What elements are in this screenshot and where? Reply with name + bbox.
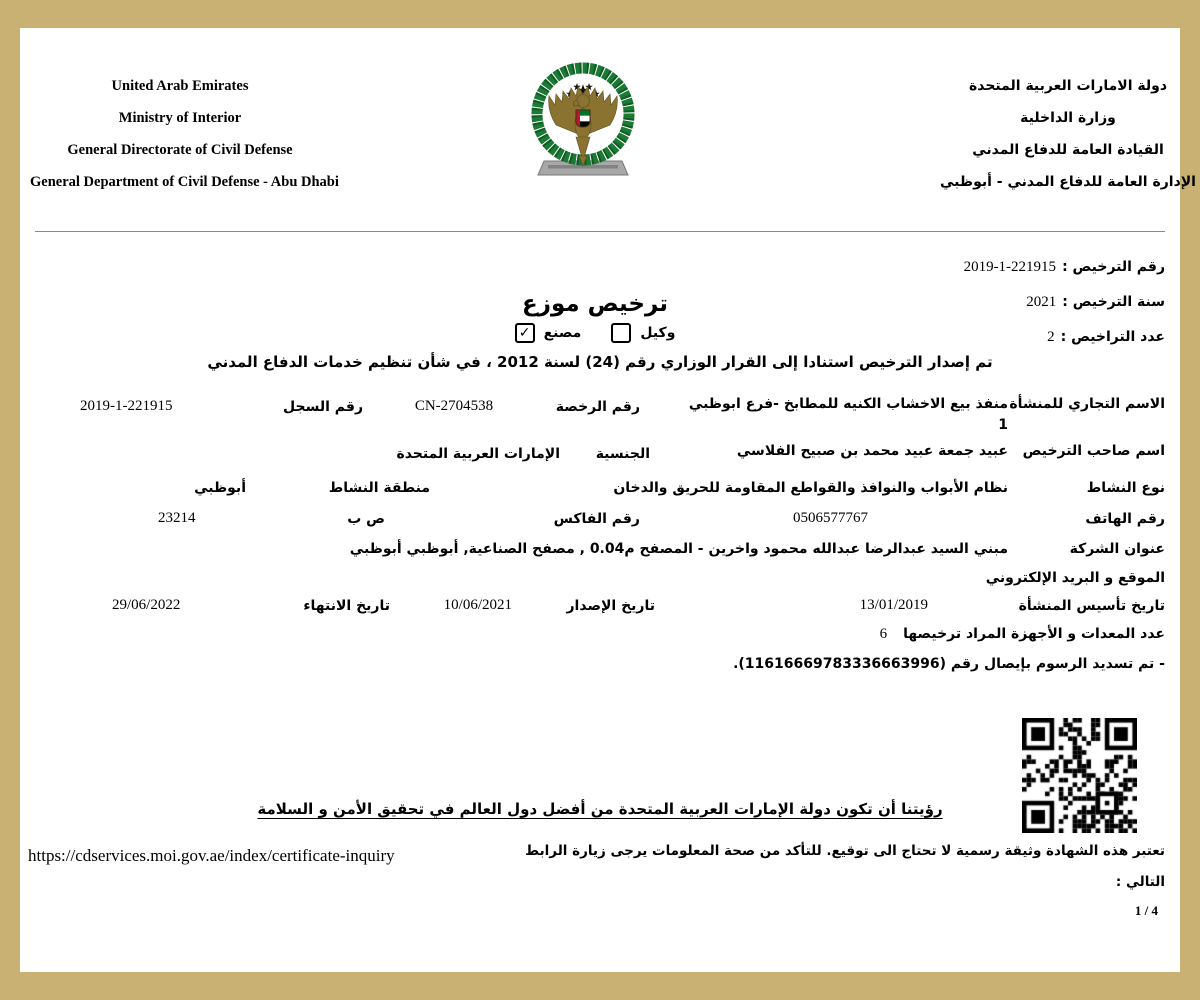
header-arabic-line: دولة الامارات العربية المتحدة (968, 78, 1168, 94)
checkbox-agent[interactable] (611, 323, 631, 343)
equipment-count-label: عدد المعدات و الأجهزة المراد ترخيصها (903, 626, 1165, 642)
phone-label: رقم الهاتف (1085, 511, 1165, 527)
header-divider (35, 231, 1165, 232)
equipment-count-row (880, 626, 1165, 643)
license-no-value: CN-2704538 (414, 398, 494, 414)
checkbox-factory-label: مصنع (543, 325, 582, 341)
issue-date-label: تاريخ الإصدار (566, 598, 655, 614)
page-indicator: 1 / 4 (1134, 903, 1158, 918)
header-english-line: United Arab Emirates (111, 78, 249, 94)
equipment-count-value: 6 (879, 626, 888, 642)
record-no-label: رقم السجل (283, 399, 363, 415)
header-arabic-line: وزارة الداخلية (1020, 110, 1116, 126)
expiry-date-label: تاريخ الانتهاء (303, 598, 390, 614)
emblem-flag-shield (576, 110, 590, 128)
header-english-line: General Directorate of Civil Defense (67, 142, 293, 158)
address-label: عنوان الشركة (1069, 541, 1165, 557)
trade-name-value: منفذ بيع الاخشاب الكنيه للمطابخ -فرع ابوظبي 1 (688, 396, 1008, 433)
license-number-row (964, 259, 1165, 276)
vision-statement: رؤيتنا أن تكون دولة الإمارات العربية المتحدة من أفضل دول العالم في تحقيق الأمن و السلامة (257, 800, 943, 818)
record-no-value: 2019-1-221915 (80, 398, 173, 414)
activity-area-label: منطقة النشاط (328, 480, 430, 496)
header-arabic-line: القيادة العامة للدفاع المدني (972, 142, 1164, 158)
license-year-label: سنة الترخيص : (1062, 294, 1165, 310)
fee-receipt-note: - تم تسديد الرسوم بإيصال رقم (11616669783336663996). (733, 656, 1165, 672)
decree-line: تم إصدار الترخيص استنادا إلى القرار الوزاري رقم (24) لسنة 2012 ، في شأن تنظيم خدمات الدفاع المدني (207, 353, 993, 371)
header-arabic-line: الإدارة العامة للدفاع المدني - أبوظبي (940, 174, 1196, 190)
expiry-date-value: 29/06/2022 (112, 597, 181, 613)
pobox-value: 23214 (158, 510, 196, 526)
header-english-line: General Department of Civil Defense - Abu Dhabi (30, 174, 339, 190)
activity-type-value: نظام الأبواب والنوافذ والقواطع المقاومة للحريق والدخان (613, 480, 1008, 496)
inquiry-url[interactable]: https://cdservices.moi.gov.ae/index/certificate-inquiry (28, 846, 395, 865)
moi-emblem-icon (530, 58, 636, 192)
address-value: مبني السيد عبدالرضا عبدالله محمود واخرين - المصفح م0.04 , مصفح الصناعية, أبوظبي أبوظبي (349, 541, 1008, 557)
pobox-label: ص ب (347, 511, 385, 527)
license-count-label: عدد التراخيص : (1060, 329, 1165, 345)
license-type-checkbox-group (430, 322, 760, 344)
license-count-value: 2 (1047, 329, 1055, 345)
license-year-value: 2021 (1026, 294, 1057, 310)
established-date-label: تاريخ تأسيس المنشأة (1018, 598, 1165, 614)
license-no-label: رقم الرخصة (555, 399, 640, 415)
checkbox-factory-mark: ✓ (518, 325, 531, 341)
established-date-value: 13/01/2019 (859, 597, 928, 613)
owner-label: اسم صاحب الترخيص (1022, 443, 1165, 459)
license-count-row (1047, 329, 1165, 346)
phone-value: 0506577767 (793, 510, 868, 526)
disclaimer-text: تعتبر هذه الشهادة وثيقة رسمية لا تحتاج الى توقيع. للتأكد من صحة المعلومات يرجى زيارة الرابط التالي : (525, 843, 1165, 890)
nationality-label: الجنسية (595, 446, 650, 462)
checkbox-factory[interactable] (515, 323, 535, 343)
activity-area-value: أبوظبي (194, 480, 246, 496)
fax-label: رقم الفاكس (553, 511, 640, 527)
license-number-label: رقم الترخيص : (1062, 259, 1165, 275)
license-number-value: 2019-1-221915 (963, 259, 1057, 275)
nationality-value: الإمارات العربية المتحدة (396, 446, 560, 462)
trade-name-label: الاسم التجاري للمنشأة (1009, 396, 1165, 412)
license-year-row (1026, 294, 1165, 311)
document-title: ترخيص موزع (522, 291, 668, 317)
header-english-line: Ministry of Interior (118, 110, 242, 126)
owner-value: عبيد جمعة عبيد محمد بن صبيح الفلاسي (736, 443, 1008, 459)
activity-type-label: نوع النشاط (1086, 480, 1165, 496)
checkbox-agent-label: وكيل (640, 325, 676, 341)
issue-date-value: 10/06/2021 (443, 597, 512, 613)
website-email-label: الموقع و البريد الإلكتروني (985, 570, 1165, 586)
